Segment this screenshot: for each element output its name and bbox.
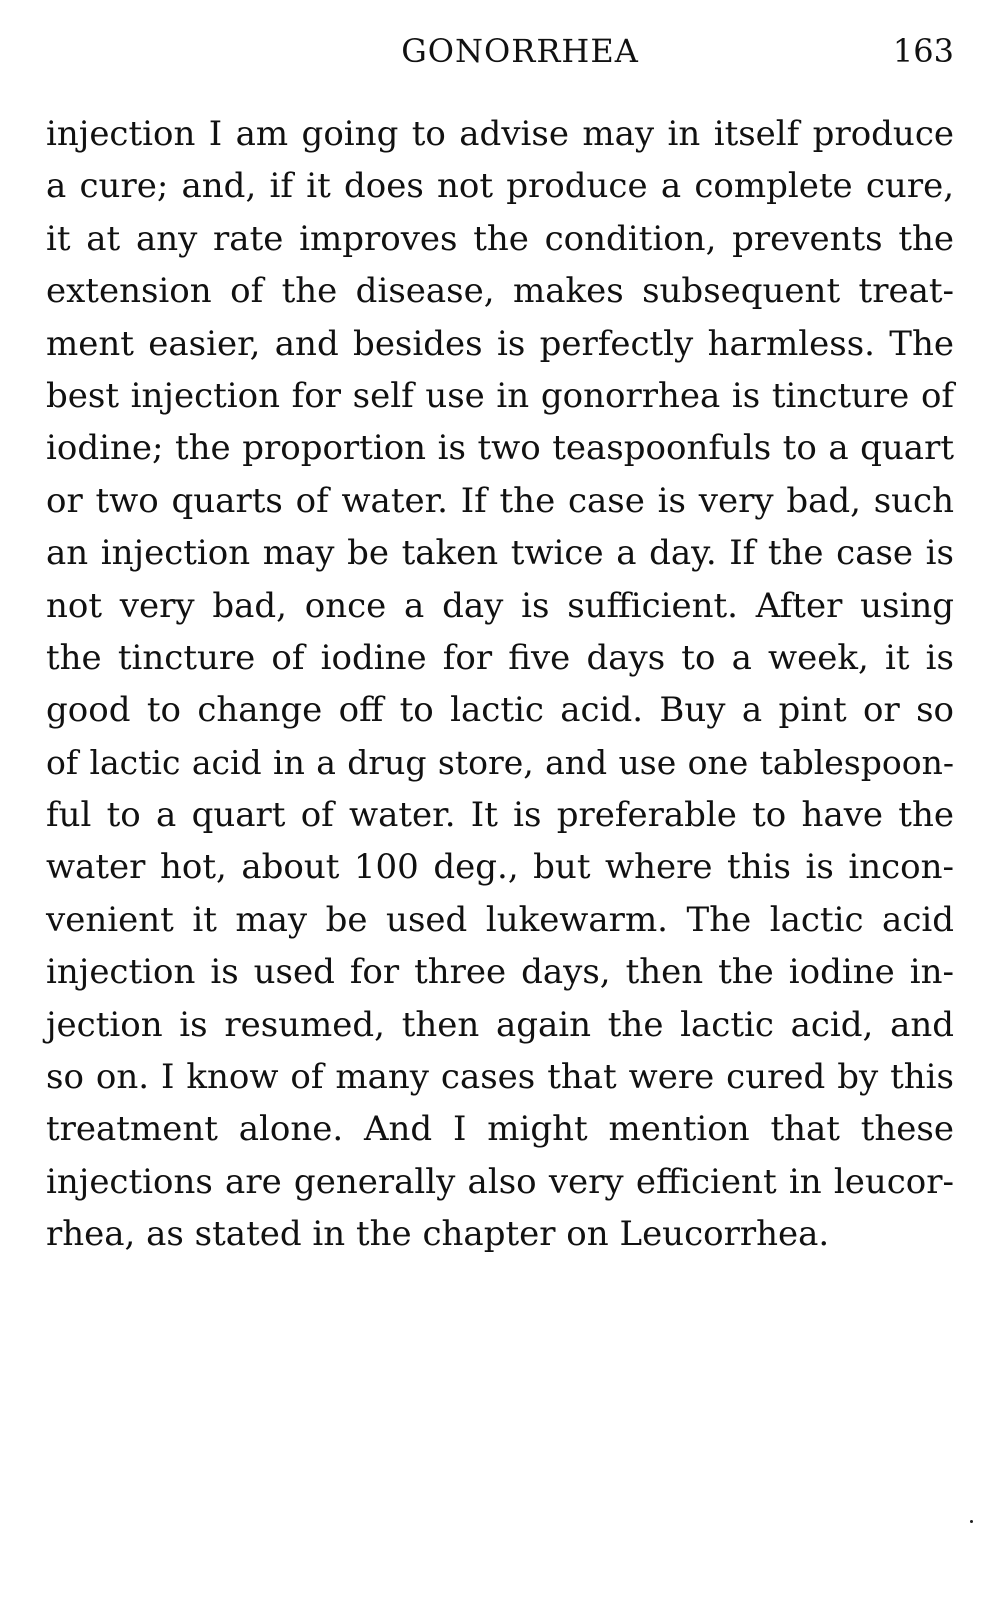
text-line: best injection for self use in gonorrhea is tincture of (46, 375, 954, 416)
scan-speck (970, 1520, 973, 1523)
text-line: it at any rate improves the condition, prevents the (46, 218, 954, 259)
text-line: venient it may be used lukewarm. The lactic acid (46, 899, 954, 940)
body-paragraph (46, 108, 954, 1261)
text-line: water hot, about 100 deg., but where this is incon- (46, 847, 954, 888)
text-line: so on. I know of many cases that were cured by this (46, 1057, 954, 1098)
running-title: GONORRHEA (401, 32, 639, 70)
text-line: jection is resumed, then again the lactic acid, and (46, 1004, 954, 1045)
text-line: or two quarts of water. If the case is very bad, such (46, 480, 954, 521)
text-line: iodine; the proportion is two teaspoonfuls to a quart (46, 428, 954, 469)
running-head (46, 32, 954, 82)
text-line: an injection may be taken twice a day. If the case is (46, 533, 954, 574)
text-line: treatment alone. And I might mention that these (46, 1109, 954, 1150)
text-line: the tincture of iodine for five days to a week, it is (46, 637, 954, 678)
text-line: ful to a quart of water. It is preferable to have the (46, 795, 954, 836)
text-line: rhea, as stated in the chapter on Leucorrhea. (46, 1214, 830, 1255)
text-line: injections are generally also very efficient in leucor- (46, 1161, 954, 1202)
text-line: good to change off to lactic acid. Buy a pint or so (46, 690, 954, 731)
text-line: ment easier, and besides is perfectly harmless. The (46, 323, 954, 364)
text-line: injection I am going to advise may in itself produce (46, 114, 954, 154)
text-line: extension of the disease, makes subsequent treat- (46, 271, 954, 312)
text-line: a cure; and, if it does not produce a complete cure, (46, 166, 954, 207)
text-line: of lactic acid in a drug store, and use one tablespoon- (46, 742, 954, 782)
page-number: 163 (892, 32, 954, 70)
text-line: injection is used for three days, then the iodine in- (46, 952, 954, 993)
text-line: not very bad, once a day is sufficient. After using (46, 585, 954, 626)
